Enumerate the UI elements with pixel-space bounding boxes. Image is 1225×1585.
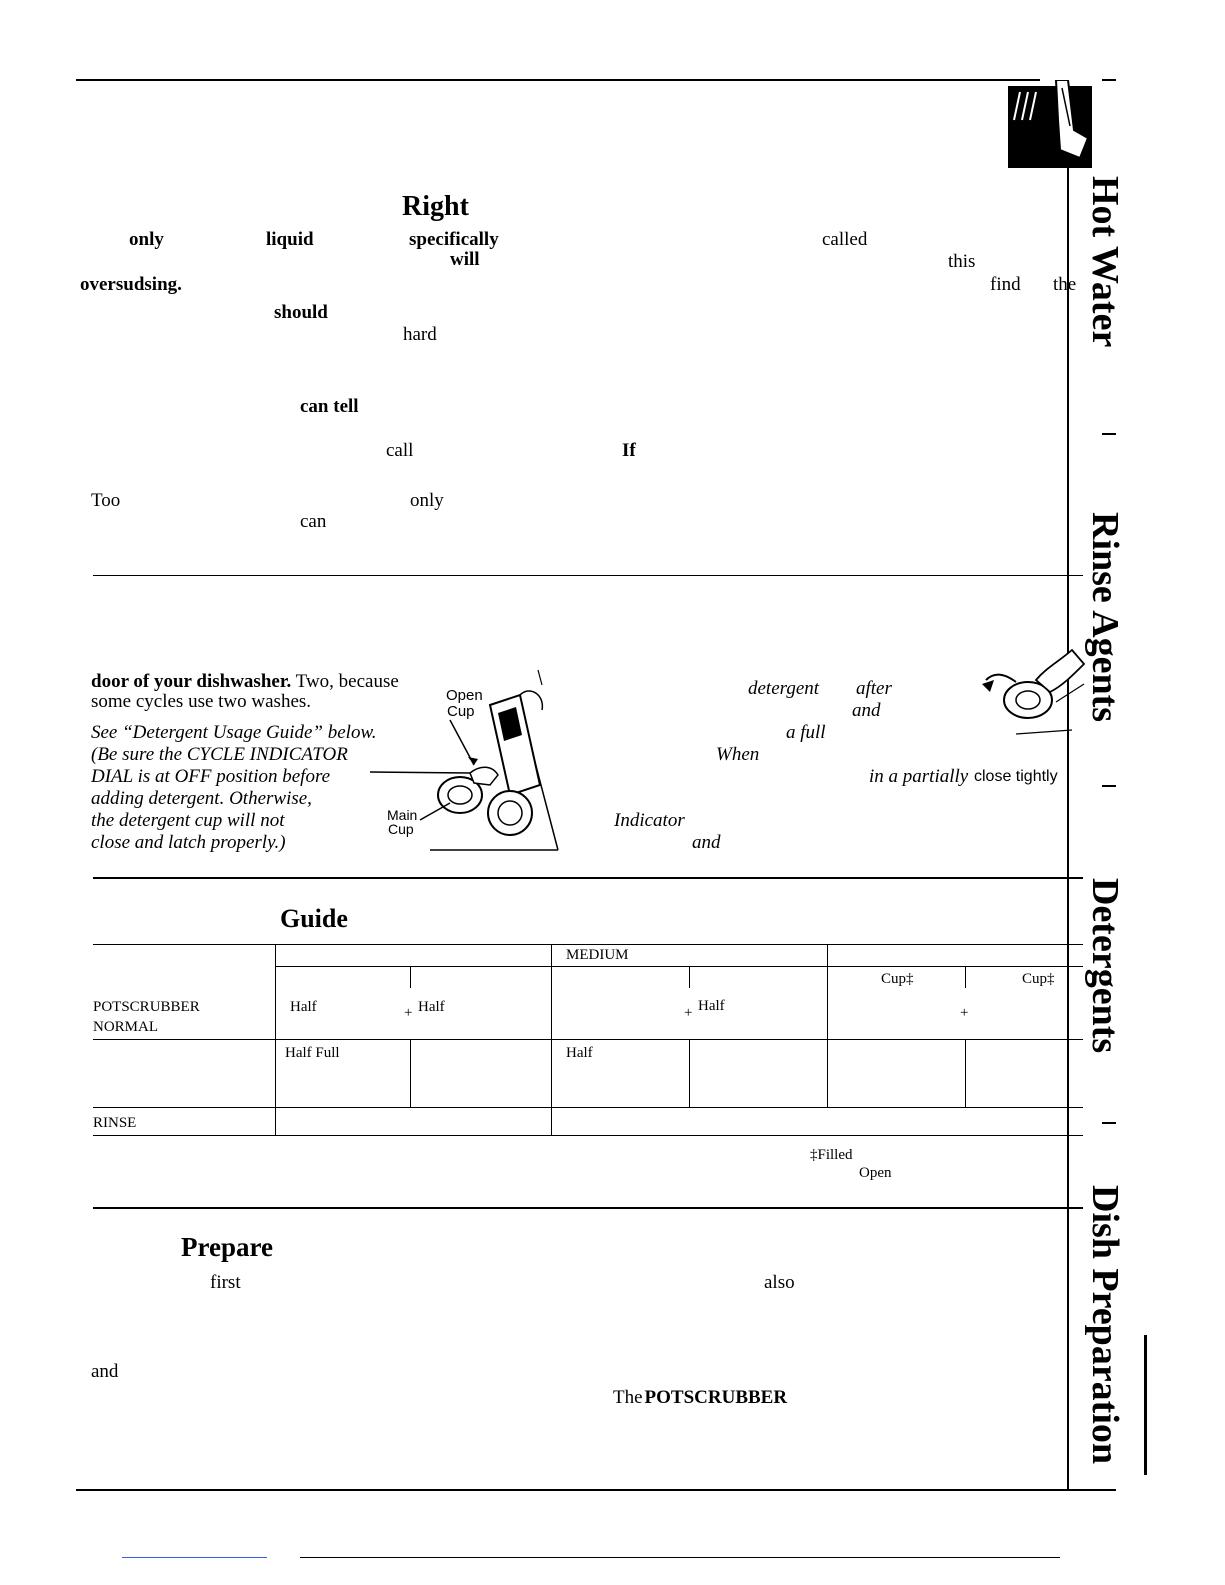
section4-heading: Prepare xyxy=(181,1232,273,1262)
italic-line-3: DIAL is at OFF position before xyxy=(91,766,331,787)
table-col-line xyxy=(410,1039,411,1107)
word-and-2: and xyxy=(692,832,721,853)
word-call: call xyxy=(386,440,414,461)
word-specifically: specifically xyxy=(409,229,499,250)
header-cup-1: Cup‡ xyxy=(881,971,914,987)
word-hard: hard xyxy=(403,324,437,345)
side-tab-dish-preparation[interactable]: Dish Preparation xyxy=(1084,1185,1126,1465)
bottom-rule xyxy=(76,1489,1116,1491)
table-rule xyxy=(276,966,1083,967)
word-find: find xyxy=(990,274,1021,295)
side-tab-rinse-agents[interactable]: Rinse Agents xyxy=(1084,512,1126,723)
cell-half-full: Half Full xyxy=(285,1045,340,1061)
italic-line-6: close and latch properly.) xyxy=(91,832,286,853)
table-col-line xyxy=(689,966,690,988)
side-tick xyxy=(1102,1122,1116,1124)
table-col-line xyxy=(551,944,552,1135)
section1-heading: Right xyxy=(402,191,469,222)
potscrubber-note xyxy=(613,1388,787,1407)
word-after: after xyxy=(856,678,892,699)
table-col-line xyxy=(827,944,828,1108)
intro-bold: door of your dishwasher. xyxy=(91,671,292,692)
cell-half: Half xyxy=(290,999,317,1015)
table-col-line xyxy=(965,1039,966,1107)
section3-heading: Guide xyxy=(280,904,348,933)
word-only: only xyxy=(129,229,164,250)
side-tab-hot-water[interactable]: Hot Water xyxy=(1084,176,1126,348)
label-open-cup: Cup xyxy=(447,703,475,720)
footnote-open: Open xyxy=(859,1165,892,1181)
table-rule xyxy=(93,1135,1083,1136)
word-and: and xyxy=(91,1361,119,1382)
cell-plus: + xyxy=(684,1005,693,1021)
intro-line-2: some cycles use two washes. xyxy=(91,691,312,712)
side-tab-detergents[interactable]: Detergents xyxy=(1084,878,1126,1054)
header-cup-2: Cup‡ xyxy=(1022,971,1055,987)
word-the: the xyxy=(1053,274,1077,295)
row-rinse: RINSE xyxy=(93,1115,137,1131)
active-tab-marker xyxy=(1144,1335,1147,1475)
word-oversudsing: oversudsing. xyxy=(80,274,182,295)
word-will: will xyxy=(450,249,480,270)
table-rule xyxy=(93,1107,1083,1108)
side-tick xyxy=(1102,433,1116,435)
word-when: When xyxy=(716,744,760,765)
side-tick xyxy=(1102,785,1116,787)
detergent-cups-intro xyxy=(91,672,399,691)
label-open: Open xyxy=(446,687,483,704)
italic-line-5: the detergent cup will not xyxy=(91,810,285,831)
word-should: should xyxy=(274,302,328,323)
word-can-tell: can tell xyxy=(300,396,359,417)
header-medium: MEDIUM xyxy=(566,947,629,963)
cell-plus: + xyxy=(404,1005,413,1021)
table-col-line xyxy=(410,966,411,988)
word-indicator: Indicator xyxy=(614,810,685,831)
table-rule xyxy=(93,1039,1083,1040)
word-first: first xyxy=(210,1272,241,1293)
italic-line-1: See “Detergent Usage Guide” below. xyxy=(91,722,377,743)
cell-half: Half xyxy=(698,998,725,1014)
top-rule xyxy=(76,79,1040,81)
cup-close-illustration xyxy=(976,640,1088,740)
word-liquid: liquid xyxy=(266,229,314,250)
word-too: Too xyxy=(91,490,121,511)
word-the: The xyxy=(613,1387,643,1408)
label-main: Main xyxy=(387,807,418,823)
hand-pointer-icon xyxy=(1008,80,1092,168)
word-also: also xyxy=(764,1272,795,1293)
word-only-2: only xyxy=(410,490,444,511)
word-in-a-partially: in a partially xyxy=(869,766,969,787)
footer-rule-long xyxy=(300,1557,1060,1558)
table-col-line xyxy=(965,966,966,988)
side-tick xyxy=(1102,79,1116,81)
word-can: can xyxy=(300,511,327,532)
intro-rest: Two, because xyxy=(291,671,399,692)
row-potscrubber: POTSCRUBBER xyxy=(93,999,200,1015)
table-col-line xyxy=(275,944,276,1135)
footer-rule-short xyxy=(122,1557,267,1558)
cell-plus: + xyxy=(960,1005,969,1021)
section-divider xyxy=(93,1207,1083,1209)
label-main-cup: Cup xyxy=(388,821,414,837)
cell-half: Half xyxy=(418,999,445,1015)
word-this: this xyxy=(948,251,976,272)
row-normal: NORMAL xyxy=(93,1019,159,1035)
word-and: and xyxy=(852,700,881,721)
word-a-full: a full xyxy=(786,722,826,743)
word-close-tightly: close tightly xyxy=(974,768,1058,785)
italic-line-2: (Be sure the CYCLE INDICATOR xyxy=(91,744,348,765)
section-divider xyxy=(93,877,1083,879)
word-if: If xyxy=(622,440,636,461)
word-called: called xyxy=(822,229,868,250)
word-detergent: detergent xyxy=(748,678,820,699)
table-col-line xyxy=(689,1039,690,1107)
cell-half: Half xyxy=(566,1045,593,1061)
section-divider xyxy=(93,575,1083,576)
italic-line-4: adding detergent. Otherwise, xyxy=(91,788,312,809)
word-potscrubber: POTSCRUBBER xyxy=(644,1387,788,1408)
footnote-filled: ‡Filled xyxy=(810,1147,853,1163)
table-rule xyxy=(93,944,1083,945)
